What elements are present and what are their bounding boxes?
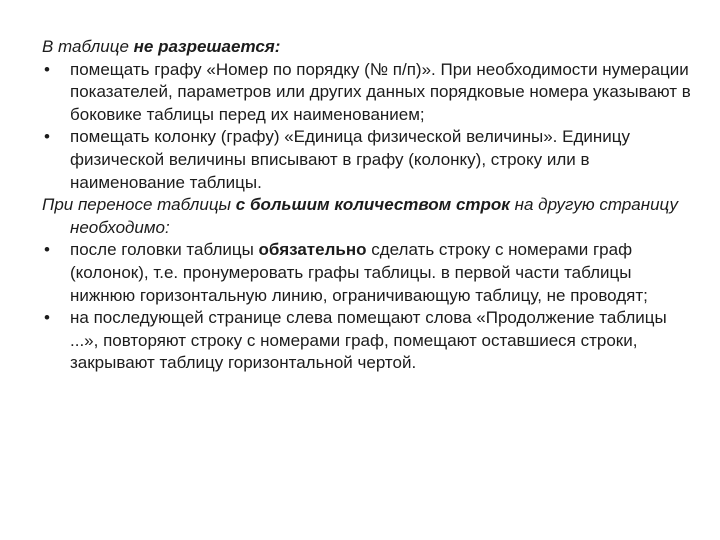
bullet-icon: • [44, 308, 50, 328]
bullet-item-text: после головки таблицы [70, 240, 259, 260]
bullet-item-text: помещать графу «Номер по порядку (№ п/п)». При необходимости нумерации показателей, параметров или других данных порядковые номера указывают в боковике таблицы перед их наименованием; [70, 59, 691, 124]
bullet-item-text: на последующей странице слева помещают слова «Продолжение таблицы ...», повторяют строку с номерами граф, помещают оставшиеся строки, закрывают таблицу горизонтальной чертой. [70, 308, 667, 373]
bullet-icon: • [44, 240, 50, 260]
heading-bold-italic-text: с большим количеством строк [235, 195, 510, 215]
bullet-item-unit-column [42, 126, 692, 194]
bullet-item-bold-text: обязательно [258, 240, 367, 260]
slide-text-body [42, 36, 692, 375]
heading-italic-text: При переносе таблицы [42, 195, 236, 215]
bullet-item-text: помещать колонку (графу) «Единица физической величины». Единицу физической величины вписывают в графу (колонку), строку или в наименование таблицы. [70, 127, 630, 192]
bullet-item-text: сделать строку с номерами граф (колонок), т.е. пронумеровать графы таблицы. в первой части таблицы нижнюю горизонтальную линию, ограничивающую таблицу, не проводят; [70, 240, 648, 305]
bullet-item-column-numbers [42, 239, 692, 307]
heading-bold-italic-text: не разрешается: [133, 37, 281, 56]
bullet-item-number-column [42, 59, 692, 127]
section-heading-not-allowed [42, 36, 692, 59]
bullet-icon: • [44, 127, 50, 147]
heading-italic-text: на другую страницу необходимо: [70, 195, 678, 237]
section-heading-table-transfer [42, 194, 692, 239]
bullet-item-next-page [42, 307, 692, 375]
bullet-icon: • [44, 59, 50, 79]
heading-italic-text: В таблице [42, 37, 134, 56]
